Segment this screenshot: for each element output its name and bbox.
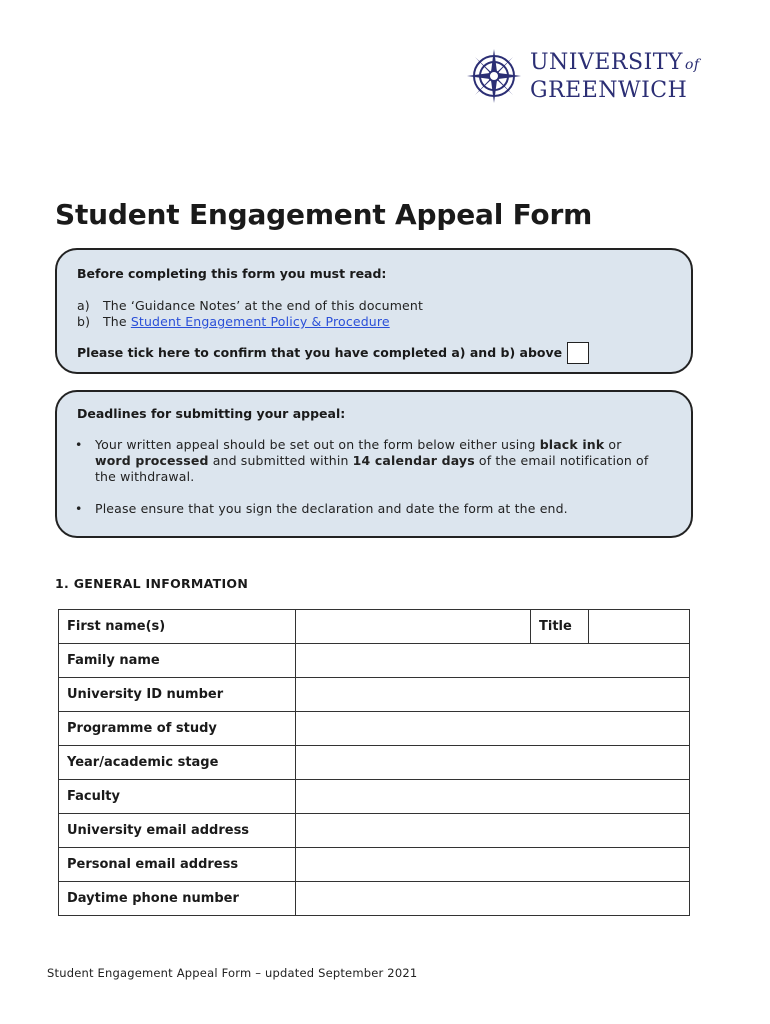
deadline-bullet-2 (75, 501, 655, 517)
notice-box (55, 248, 693, 374)
family-name-label: Family name (59, 644, 296, 678)
bullet-text: Your written appeal should be set out on the form below either using (95, 437, 540, 452)
first-name-field[interactable] (296, 610, 531, 644)
bullet-bold-text: black ink (539, 437, 605, 452)
personal-email-field[interactable] (296, 848, 690, 882)
logo-line-1 (530, 52, 700, 74)
logo-line-2: GREENWICH (530, 78, 688, 103)
university-email-field[interactable] (296, 814, 690, 848)
faculty-label: Faculty (59, 780, 296, 814)
bullet-bold-text: word processed (95, 453, 209, 468)
table-row (59, 848, 690, 882)
notice-item-marker: b) (77, 314, 91, 329)
table-row (59, 610, 690, 644)
year-stage-field[interactable] (296, 746, 690, 780)
bullet-text: or (604, 437, 622, 452)
first-name-label: First name(s) (59, 610, 296, 644)
table-row (59, 746, 690, 780)
deadline-bullet-1-text (95, 437, 655, 485)
section-heading: 1. GENERAL INFORMATION (55, 576, 249, 591)
table-row (59, 882, 690, 916)
university-email-label: University email address (59, 814, 296, 848)
deadline-bullet-1 (75, 437, 655, 485)
deadlines-heading: Deadlines for submitting your appeal: (77, 406, 346, 421)
title-label: Title (531, 610, 589, 644)
page-title: Student Engagement Appeal Form (55, 198, 593, 231)
university-id-field[interactable] (296, 678, 690, 712)
personal-email-label: Personal email address (59, 848, 296, 882)
table-row (59, 712, 690, 746)
programme-field[interactable] (296, 712, 690, 746)
notice-item-marker: a) (77, 298, 90, 313)
deadline-bullet-2-text: Please ensure that you sign the declaration and date the form at the end. (95, 501, 568, 516)
table-row (59, 814, 690, 848)
logo-wordmark (530, 52, 700, 102)
confirm-read-checkbox[interactable] (567, 342, 589, 364)
page-footer: Student Engagement Appeal Form – updated September 2021 (47, 966, 418, 980)
logo-of: of (684, 57, 700, 73)
notice-item-prefix: The (103, 314, 127, 329)
bullet-icon: • (75, 501, 83, 516)
notice-item-b (77, 314, 390, 329)
bullet-bold-text: 14 calendar days (352, 453, 475, 468)
notice-item-prefix: The (103, 298, 127, 313)
policy-procedure-link[interactable]: Student Engagement Policy & Procedure (130, 314, 390, 329)
programme-label: Programme of study (59, 712, 296, 746)
faculty-field[interactable] (296, 780, 690, 814)
year-stage-label: Year/academic stage (59, 746, 296, 780)
notice-item-a (77, 298, 423, 313)
table-row (59, 780, 690, 814)
table-row (59, 678, 690, 712)
logo-university: UNIVERSITY (530, 50, 683, 75)
confirm-label: Please tick here to confirm that you have completed a) and b) above (77, 345, 563, 360)
bullet-text: of the email notification of the withdrawal. (95, 453, 649, 484)
notice-item-text: ‘Guidance Notes’ at the end of this document (130, 298, 423, 313)
bullet-icon: • (75, 437, 83, 452)
university-id-label: University ID number (59, 678, 296, 712)
bullet-text: and submitted within (208, 453, 353, 468)
notice-heading: Before completing this form you must read: (77, 266, 387, 281)
university-logo (466, 48, 724, 106)
general-info-table (58, 609, 690, 916)
table-row (59, 644, 690, 678)
family-name-field[interactable] (296, 644, 690, 678)
phone-label: Daytime phone number (59, 882, 296, 916)
title-field[interactable] (589, 610, 690, 644)
deadlines-box (55, 390, 693, 538)
compass-rose-icon (466, 48, 522, 104)
phone-field[interactable] (296, 882, 690, 916)
